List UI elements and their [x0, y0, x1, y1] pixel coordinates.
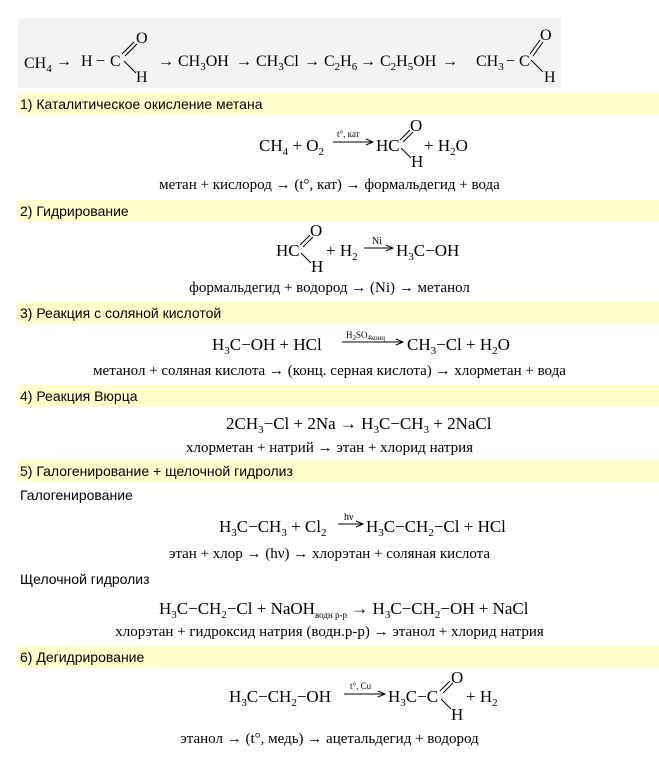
step-5-header: 5) Галогенирование + щелочной гидролиз [18, 460, 659, 482]
scheme-arrow: → [236, 53, 252, 70]
svg-text:H3C−CH2−OH: $H_3C-CH_2-OH$ [229, 687, 331, 709]
scheme-chloromethane: $CH_3Cl$ [256, 53, 299, 73]
scheme-formaldehyde-c: C [110, 53, 121, 70]
step-6-words: этанол → (t°, медь) → ацетальдегид + водород [180, 731, 479, 747]
scheme-ethanol: $C_2H_5OH$ [380, 53, 437, 73]
svg-text:CH4 + O2: $CH_4 + O_2$ [259, 136, 324, 158]
svg-text:HC: HC [276, 241, 300, 260]
step-2-header: 2) Гидрирование [18, 200, 659, 222]
scheme-acetaldehyde-c: C [519, 53, 530, 70]
scheme-acetaldehyde-ch3: $CH_3$ [476, 53, 504, 73]
step-5-hydrolysis-title: Щелочной гидролиз [20, 571, 150, 587]
step-4-header: 4) Реакция Вюрца [18, 385, 659, 407]
step-3-header: 3) Реакция с соляной кислотой [18, 302, 659, 324]
step-1-equation [0, 118, 659, 170]
scheme-arrow: → [360, 53, 376, 70]
svg-text:H: H [411, 152, 424, 170]
step-2-words: формальдегид + водород → (Ni) → метанол [189, 280, 470, 296]
svg-text:Ni: Ni [372, 236, 382, 247]
svg-text:O: O [451, 670, 464, 687]
svg-text:O: O [310, 224, 323, 240]
svg-text:hν: hν [344, 512, 354, 523]
scheme-acetaldehyde-h: H [544, 69, 556, 86]
scheme-arrow: → [304, 53, 320, 70]
scheme-methanol: $CH_3OH$ [178, 53, 229, 73]
step-4-equation [0, 408, 659, 436]
svg-text:H3C−C: $H_3C-C$ [388, 687, 439, 709]
step-6-header: 6) Дегидрирование [18, 646, 659, 668]
synthesis-scheme [18, 18, 561, 88]
svg-text:−: − [506, 53, 516, 70]
step-5-halogenation-title: Галогенирование [20, 487, 133, 503]
scheme-ethane: $C_2H_6$ [324, 53, 358, 73]
scheme-arrow: → [442, 53, 458, 70]
step-1-words: метан + кислород → (t°, кат) → формальдегид + вода [159, 177, 500, 193]
scheme-formaldehyde-o: O [136, 30, 148, 47]
scheme-formaldehyde-h: H [81, 53, 93, 70]
svg-text:H: H [451, 705, 464, 724]
svg-text:H: H [311, 257, 324, 276]
step-4-words: хлорметан + натрий → этан + хлорид натрия [185, 440, 474, 456]
svg-text:2CH3−Cl + 2Na → H3C−CH3 + 2NaC: $2CH_3-Cl + 2Na \to H_3C-CH_3$ + 2NaCl [226, 414, 492, 436]
step-6-equation [0, 670, 659, 726]
scheme-formaldehyde-h2: H [136, 69, 148, 86]
scheme-arrow: → [158, 53, 174, 70]
step-1-header: 1) Каталитическое окисление метана [18, 93, 659, 115]
svg-text:−: − [96, 53, 106, 70]
svg-text:HC: HC [376, 136, 400, 155]
step-5-hydrolysis-words: хлорэтан + гидроксид натрия (водн.р-р) → этанол + хлорид натрия [115, 624, 544, 640]
svg-text:+ H2: + $H_2$ [466, 687, 498, 709]
step-3-equation [0, 326, 659, 358]
svg-text:CH3−Cl + H2O: $CH_3-Cl + H_2O$ [407, 335, 510, 357]
svg-text:H2SO4конц: $H_2SO_{4конц}$ [346, 330, 386, 342]
step-3-words: метанол + соляная кислота → (конц. серная кислота) → хлорметан + вода [93, 363, 566, 379]
svg-text:H3C−CH2−Cl + HCl: $H_3C-CH_2-Cl$ + HCl [366, 517, 506, 539]
scheme-arrow: → [56, 53, 72, 70]
svg-text:t°, кат: t°, кат [337, 129, 360, 139]
step-5-halogenation-equation [0, 510, 659, 540]
svg-text:H3C−CH3 + Cl2: $H_3C-CH_3 + Cl_2$ [219, 517, 327, 539]
step-5-hydrolysis-equation [0, 594, 659, 624]
svg-text:t°, Cu: t°, Cu [350, 681, 372, 691]
svg-text:+ H2O: + $H_2O$ [424, 136, 468, 158]
svg-text:+ H2: + $H_2$ [326, 241, 358, 263]
svg-text:H3C−CH2−Cl + NaOHводн р-р → H3: $H_3C-CH_2-Cl$ + NaOH$_{водн р-р}$ → $H_3C-CH_2-OH$ + NaCl [159, 599, 529, 621]
step-5-halogenation-words: этан + хлор → (hν) → хлорэтан + соляная кислота [168, 546, 491, 562]
scheme-acetaldehyde-o: O [540, 27, 552, 44]
svg-text:H3C−OH: $H_3C-OH$ [396, 241, 460, 263]
svg-text:H3C−OH + HCl: $H_3C-OH$ + HCl [212, 335, 322, 357]
step-2-equation [0, 224, 659, 276]
svg-text:O: O [410, 118, 423, 135]
scheme-methane: $CH_4$ [24, 55, 52, 75]
